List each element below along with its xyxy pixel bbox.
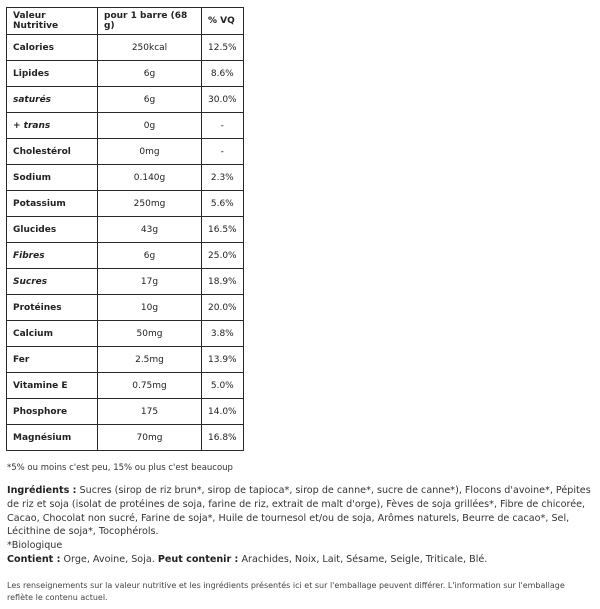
table-row	[7, 295, 244, 321]
nutrient-daily-value: 16.8%	[202, 425, 244, 451]
nutrient-daily-value: -	[202, 139, 244, 165]
table-row	[7, 165, 244, 191]
nutrient-daily-value: 20.0%	[202, 295, 244, 321]
organic-note: *Biologique	[7, 540, 63, 552]
nutrient-name: Calories	[7, 35, 98, 61]
disclaimer-text: Les renseignements sur la valeur nutritive et les ingrédients présentés ici et sur l'emballage peuvent différer. L'information sur l'emballage reflète le contenu actuel.	[7, 581, 565, 602]
nutrient-name: Sucres	[7, 269, 98, 295]
table-row	[7, 425, 244, 451]
nutrient-daily-value: 5.6%	[202, 191, 244, 217]
ingredients-label: Ingrédients :	[7, 485, 77, 496]
nutrient-daily-value: 16.5%	[202, 217, 244, 243]
table-row	[7, 87, 244, 113]
table-row	[7, 269, 244, 295]
may-contain-label: Peut contenir :	[157, 553, 239, 565]
nutrient-name: Fibres	[7, 243, 98, 269]
table-header-row	[7, 8, 244, 35]
nutrient-daily-value: 5.0%	[202, 373, 244, 399]
nutrient-daily-value: 13.9%	[202, 347, 244, 373]
header-nutrient: Valeur Nutritive	[7, 8, 98, 35]
table-row	[7, 243, 244, 269]
nutrient-amount: 50mg	[98, 321, 202, 347]
nutrient-daily-value: 12.5%	[202, 35, 244, 61]
nutrient-amount: 70mg	[98, 425, 202, 451]
nutrient-daily-value: 8.6%	[202, 61, 244, 87]
nutrient-name: Sodium	[7, 165, 98, 191]
ingredients-section	[7, 484, 591, 567]
nutrient-daily-value: -	[202, 113, 244, 139]
nutrient-name: Cholestérol	[7, 139, 98, 165]
table-row	[7, 321, 244, 347]
nutrient-amount: 43g	[98, 217, 202, 243]
table-row	[7, 217, 244, 243]
ingredients-text: Sucres (sirop de riz brun*, sirop de tapioca*, sirop de canne*, sucre de canne*), Flocons d'avoine*, Pépites de riz et soja (isolat de protéines de soja, farine de riz, extrait de malt d'orge), Fèves de soja grillées*, Fibre de chicorée, Cacao, Chocolat non sucré, Farine de soja*, Huile de tournesol et/ou de soja, Arômes naturels, Beurre de cacao*, Sel, Lécithine de soja*, Tocophérols.	[7, 485, 591, 538]
nutrient-daily-value: 3.8%	[202, 321, 244, 347]
nutrient-amount: 2.5mg	[98, 347, 202, 373]
contains-text: Orge, Avoine, Soja.	[63, 553, 155, 565]
nutrient-amount: 0mg	[98, 139, 202, 165]
nutrient-name: Magnésium	[7, 425, 98, 451]
nutrient-daily-value: 14.0%	[202, 399, 244, 425]
nutrient-amount: 250mg	[98, 191, 202, 217]
nutrient-amount: 250kcal	[98, 35, 202, 61]
nutrient-name: Phosphore	[7, 399, 98, 425]
table-row	[7, 399, 244, 425]
nutrient-amount: 10g	[98, 295, 202, 321]
nutrient-amount: 6g	[98, 243, 202, 269]
nutrient-name: Fer	[7, 347, 98, 373]
nutrition-table-body	[7, 35, 244, 451]
table-row	[7, 139, 244, 165]
table-row	[7, 373, 244, 399]
nutrient-name: Vitamine E	[7, 373, 98, 399]
nutrient-name: Lipides	[7, 61, 98, 87]
ingredients-paragraph	[7, 484, 591, 539]
nutrient-amount: 175	[98, 399, 202, 425]
table-row	[7, 61, 244, 87]
nutrient-amount: 0g	[98, 113, 202, 139]
header-daily-value: % VQ	[202, 8, 244, 35]
nutrient-name: saturés	[7, 87, 98, 113]
nutrient-daily-value: 2.3%	[202, 165, 244, 191]
daily-value-footnote: *5% ou moins c'est peu, 15% ou plus c'est beaucoup	[7, 463, 233, 473]
nutrient-name: Potassium	[7, 191, 98, 217]
nutrient-daily-value: 18.9%	[202, 269, 244, 295]
nutrient-amount: 0.75mg	[98, 373, 202, 399]
nutrient-amount: 17g	[98, 269, 202, 295]
header-amount: pour 1 barre (68 g)	[98, 8, 202, 35]
nutrient-name: Protéines	[7, 295, 98, 321]
allergen-line	[7, 553, 591, 567]
table-row	[7, 347, 244, 373]
table-row	[7, 35, 244, 61]
nutrient-amount: 0.140g	[98, 165, 202, 191]
table-row	[7, 191, 244, 217]
contains-label: Contient :	[7, 553, 61, 565]
nutrition-facts-table	[6, 7, 244, 451]
nutrient-name: + trans	[7, 113, 98, 139]
nutrient-daily-value: 30.0%	[202, 87, 244, 113]
nutrient-name: Calcium	[7, 321, 98, 347]
table-row	[7, 113, 244, 139]
may-contain-text: Arachides, Noix, Lait, Sésame, Seigle, Triticale, Blé.	[241, 553, 488, 565]
nutrient-amount: 6g	[98, 61, 202, 87]
nutrient-amount: 6g	[98, 87, 202, 113]
nutrient-daily-value: 25.0%	[202, 243, 244, 269]
nutrient-name: Glucides	[7, 217, 98, 243]
